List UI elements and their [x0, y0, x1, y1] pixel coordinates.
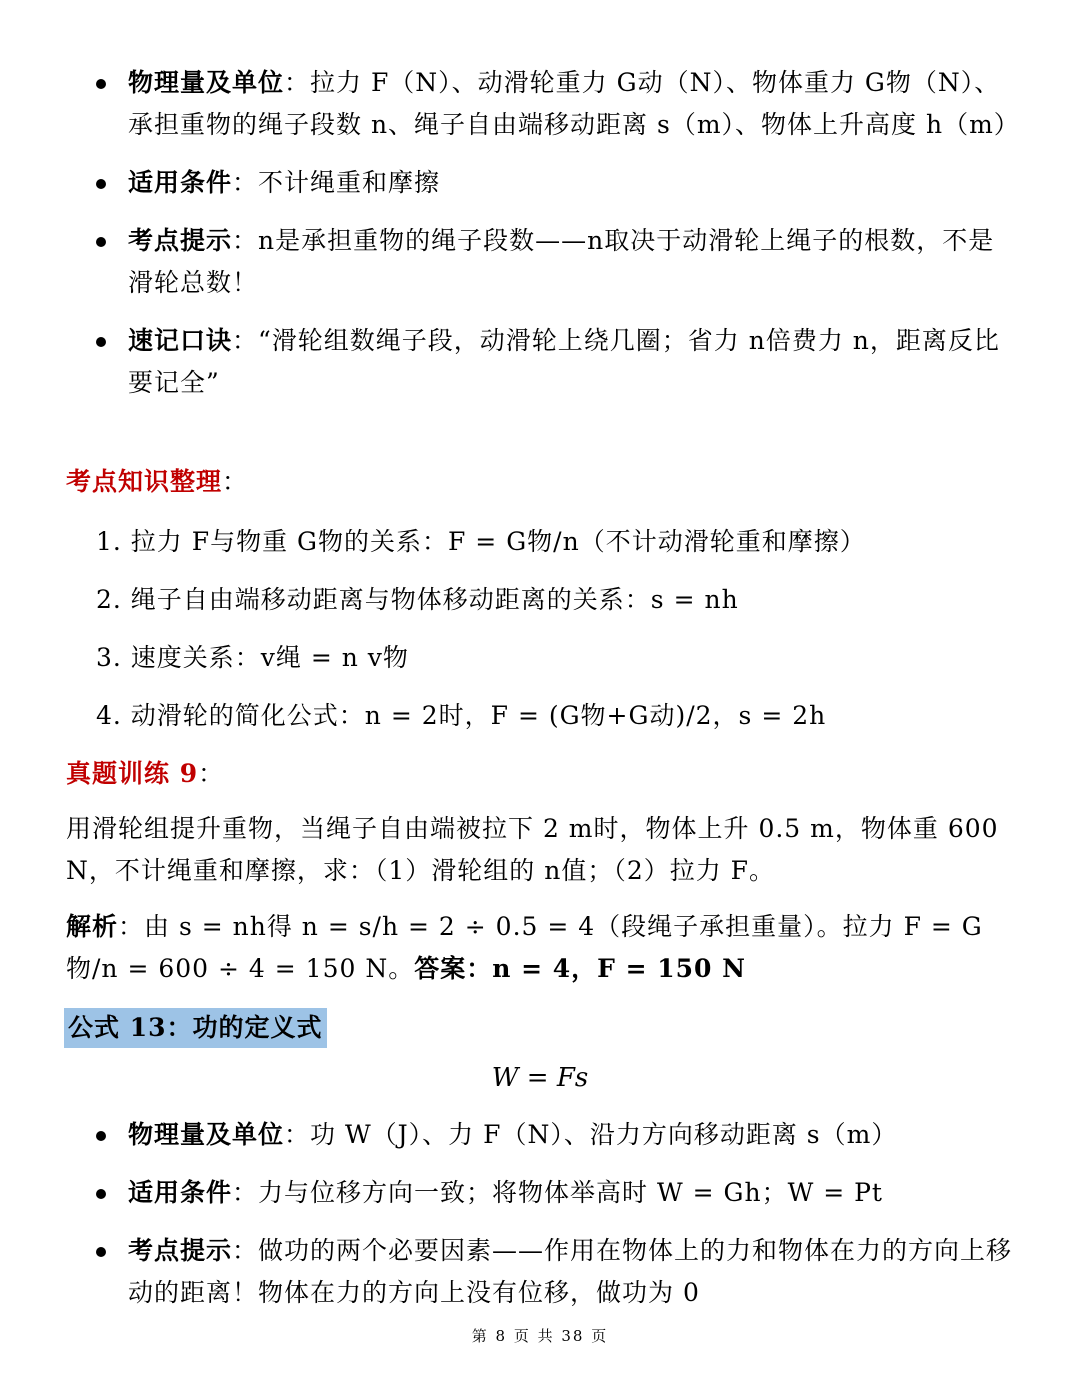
- bullet-conditions: [0, 162, 1080, 204]
- knowledge-item-4: 4. 动滑轮的简化公式：n = 2时，F = (G物+G动)/2，s = 2h: [96, 701, 827, 730]
- bullet-mnemonic: [0, 320, 1080, 404]
- exercise-heading: [66, 754, 224, 790]
- formula-13-heading: 公式 13：功的定义式: [64, 1008, 327, 1048]
- bullet-label: 物理量及单位: [128, 68, 285, 97]
- bullet-text: ：功 W（J）、力 F（N）、沿力方向移动距离 s（m）: [284, 1120, 898, 1149]
- bullet-text: ：n是承担重物的绳子段数——n取决于动滑轮上绳子的根数，不是滑轮总数！: [128, 226, 995, 297]
- heading-colon: ：: [222, 467, 249, 496]
- bullet-text: ：不计绳重和摩擦: [232, 168, 441, 197]
- exercise-question: 用滑轮组提升重物，当绳子自由端被拉下 2 m时，物体上升 0.5 m，物体重 600 N，不计绳重和摩擦，求：（1）滑轮组的 n值；（2）拉力 F。: [66, 814, 999, 885]
- bullet-dot: [96, 337, 106, 347]
- bullet-work-tip: [0, 1230, 1080, 1314]
- bullet-dot: [96, 1189, 106, 1199]
- bullet-dot: [96, 1131, 106, 1141]
- knowledge-item-1: 1. 拉力 F与物重 G物的关系：F = G物/n（不计动滑轮重和摩擦）: [96, 527, 866, 556]
- bullet-dot: [96, 237, 106, 247]
- top-bullet-list: [0, 62, 1080, 404]
- bullet-label: 考点提示: [128, 1236, 233, 1265]
- knowledge-heading: [66, 462, 248, 498]
- bullet-label: 速记口诀: [128, 326, 233, 355]
- analysis-text: ：由 s = nh得 n = s/h = 2 ÷ 0.5 = 4（段绳子承担重量）。拉力 F = G物/n = 600 ÷ 4 = 150 N。: [66, 912, 983, 983]
- bottom-bullet-list: [0, 1114, 1080, 1314]
- bullet-text: ：“滑轮组数绳子段，动滑轮上绕几圈；省力 n倍费力 n，距离反比要记全”: [128, 326, 1000, 397]
- bullet-exam-tip: [0, 220, 1080, 304]
- bullet-dot: [96, 79, 106, 89]
- bullet-text: ：做功的两个必要因素——作用在物体上的力和物体在力的方向上移动的距离！物体在力的方向上没有位移，做功为 0: [128, 1236, 1013, 1307]
- bullet-label: 考点提示: [128, 226, 233, 255]
- bullet-label: 适用条件: [128, 1178, 233, 1207]
- knowledge-heading-text: 考点知识整理: [66, 467, 223, 496]
- exercise-heading-text: 真题训练 9: [66, 759, 199, 788]
- bullet-units: [0, 62, 1080, 146]
- exercise-analysis: [66, 906, 1016, 990]
- bullet-text: ：力与位移方向一致；将物体举高时 W = Gh；W = Pt: [232, 1178, 883, 1207]
- bullet-label: 物理量及单位: [128, 1120, 285, 1149]
- bullet-dot: [96, 179, 106, 189]
- knowledge-item-2: 2. 绳子自由端移动距离与物体移动距离的关系：s = nh: [96, 585, 739, 614]
- bullet-work-units: [0, 1114, 1080, 1156]
- bullet-label: 适用条件: [128, 168, 233, 197]
- bullet-work-conditions: [0, 1172, 1080, 1214]
- work-formula: W = Fs: [491, 1063, 589, 1093]
- bullet-dot: [96, 1247, 106, 1257]
- answer-text: 答案：n = 4，F = 150 N: [414, 954, 746, 983]
- knowledge-item-3: 3. 速度关系：v绳 = n v物: [96, 643, 409, 672]
- heading-colon: ：: [198, 759, 225, 788]
- analysis-label: 解析: [66, 912, 119, 941]
- page-footer: 第 8 页 共 38 页: [471, 1327, 609, 1345]
- bullet-text: ：拉力 F（N）、动滑轮重力 G动（N）、物体重力 G物（N）、承担重物的绳子段数 n、绳子自由端移动距离 s（m）、物体上升高度 h（m）: [128, 68, 1020, 139]
